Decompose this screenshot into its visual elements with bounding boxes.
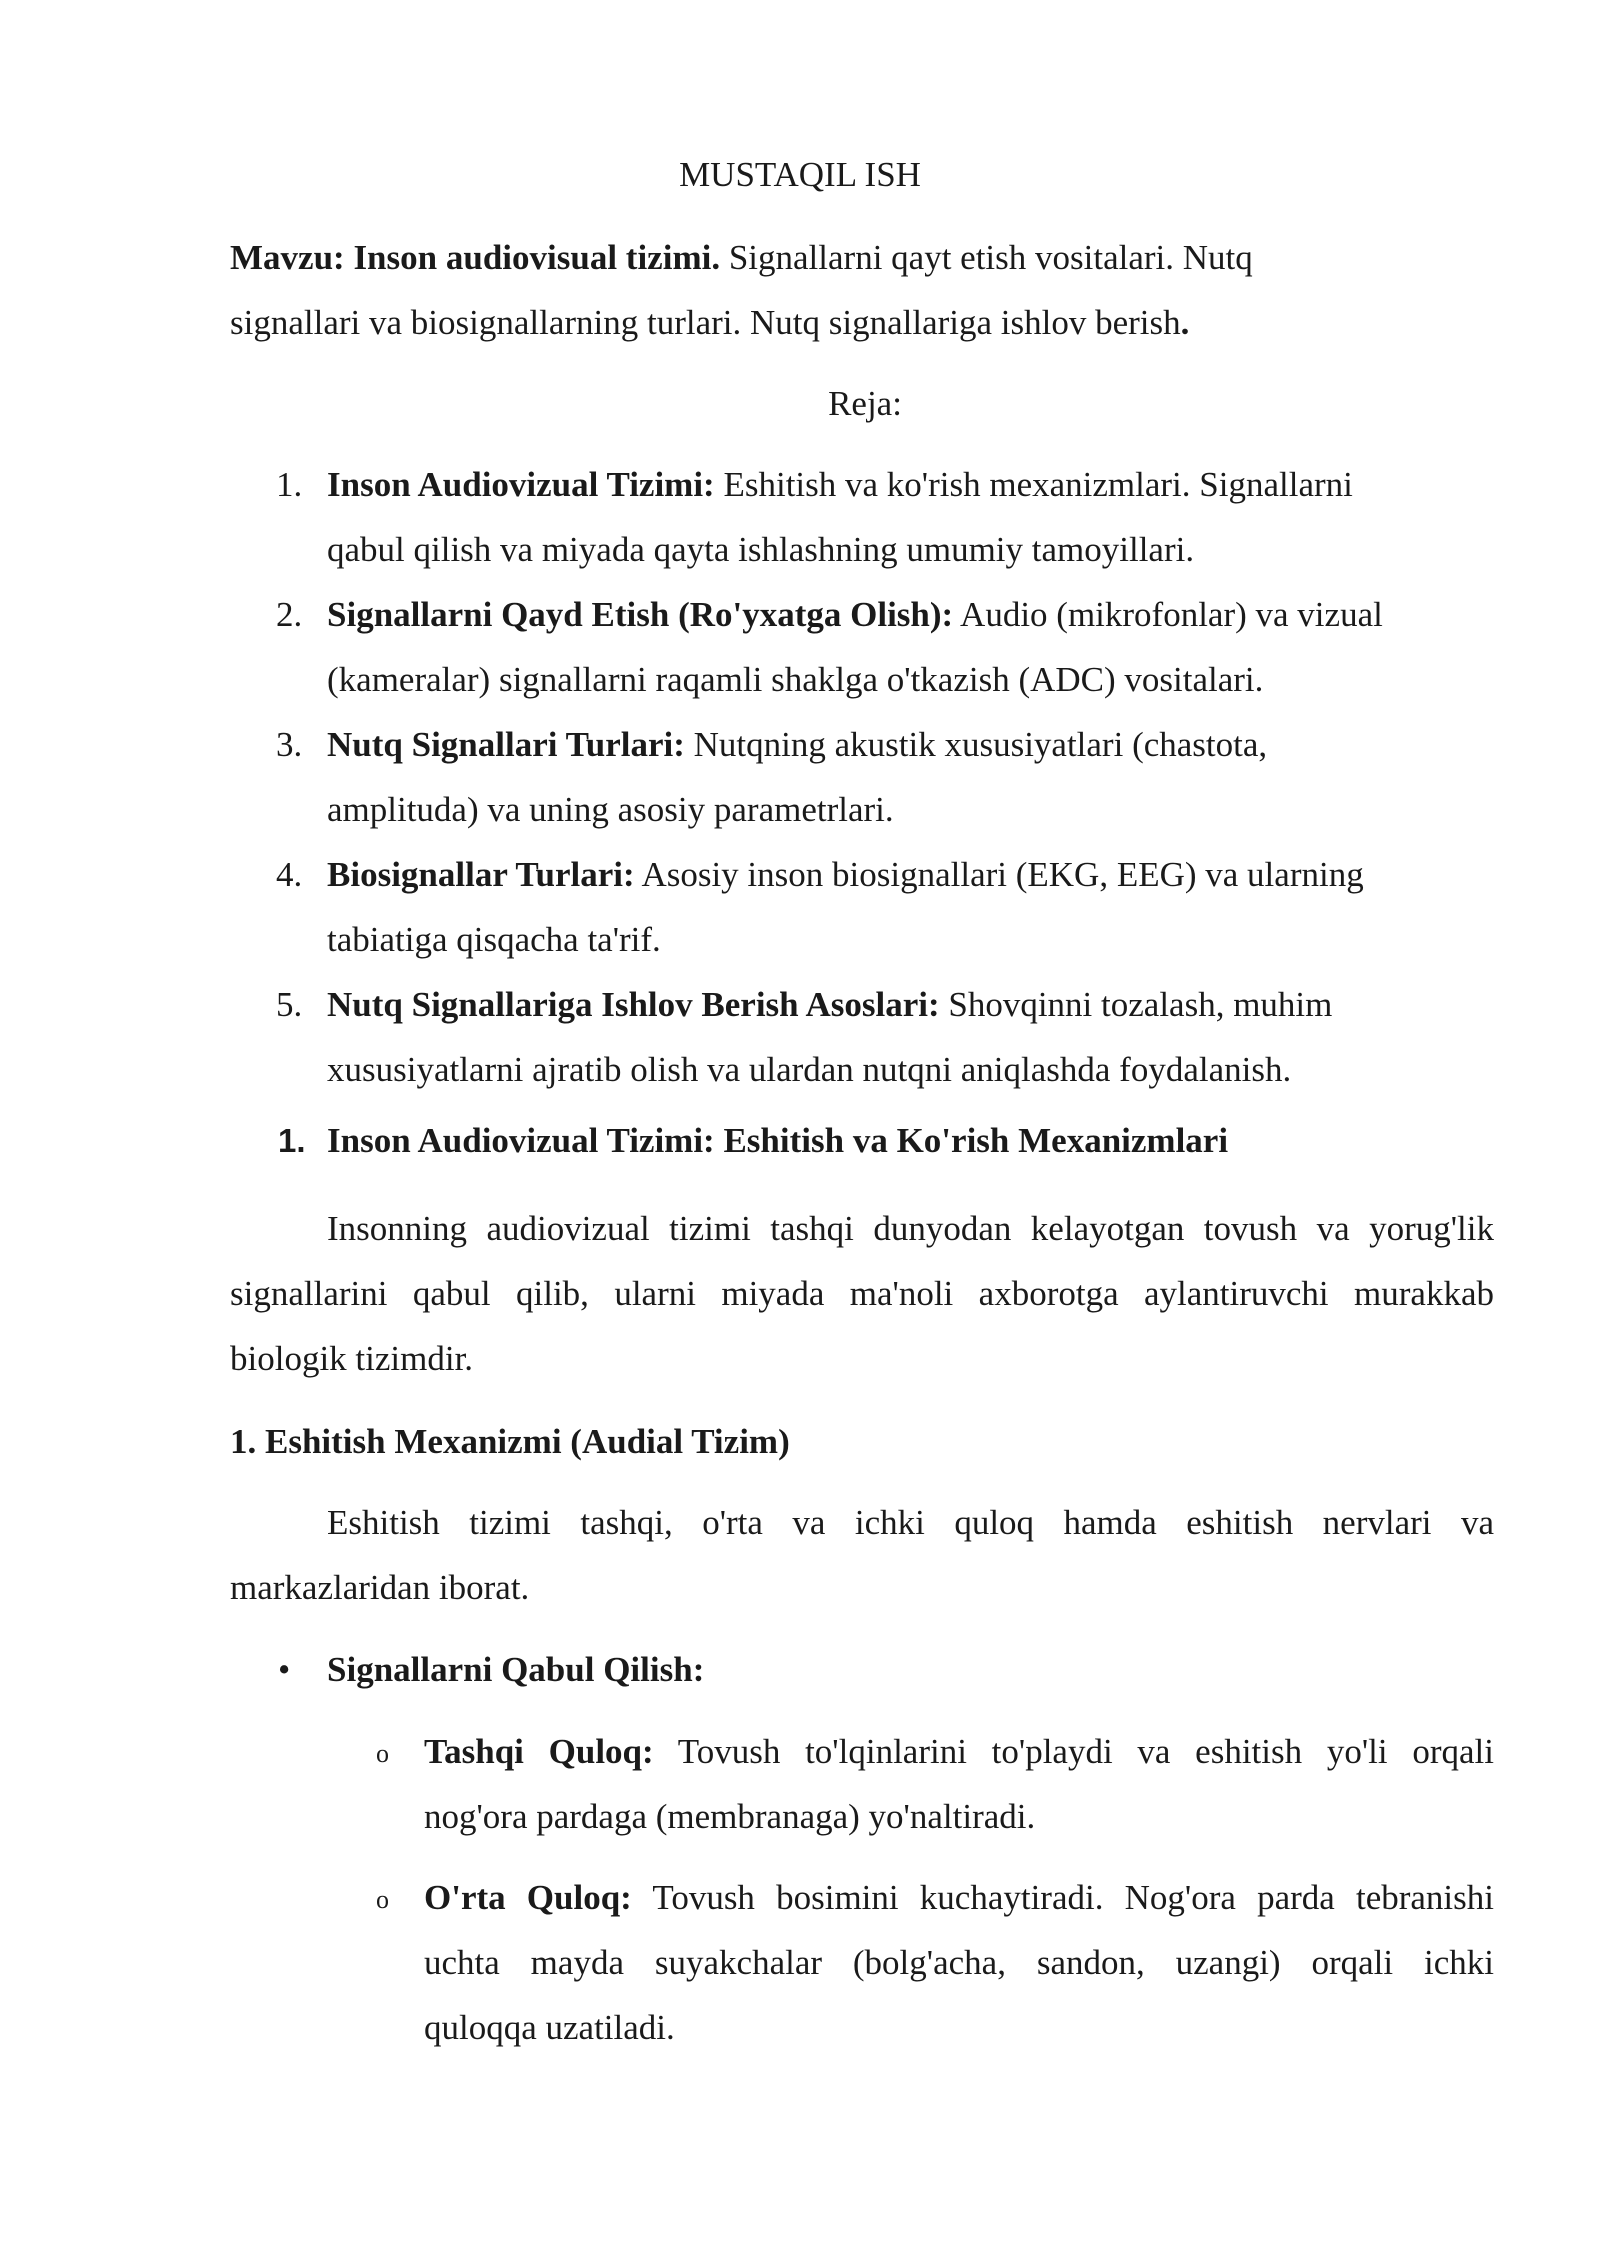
sub-bullet-text: Tovush bosimini kuchaytiradi. Nog'ora parda tebranishi [631,1878,1494,1917]
plan-item-cont: tabiatiga qisqacha ta'rif. [327,920,661,959]
paragraph-line: markazlaridan iborat. [230,1568,530,1607]
bullet-label: Signallarni Qabul Qilish: [327,1650,705,1689]
plan-item-number: 2. [276,595,303,634]
bullet-symbol: • [278,1650,291,1689]
sub-bullet-line [424,1732,1494,1772]
plan-item [327,595,1383,635]
subsection-heading: 1. Eshitish Mexanizmi (Audial Tizim) [230,1422,790,1461]
sub-bullet-line [424,1878,1494,1918]
sub-bullet-symbol: o [376,1885,389,1914]
plan-item-cont: qabul qilish va miyada qayta ishlashning umumiy tamoyillari. [327,530,1195,569]
plan-item-title: Inson Audiovizual Tizimi: [327,465,715,504]
plan-item-cont: xususiyatlarni ajratib olish va ulardan nutqni aniqlashda foydalanish. [327,1050,1292,1089]
plan-item-text: Eshitish va ko'rish mexanizmlari. Signallarni [714,465,1353,504]
topic-line-1 [230,238,1253,278]
topic-text-cont: signallari va biosignallarning turlari. Nutq signallariga ishlov berish [230,303,1181,342]
plan-item-number: 3. [276,725,303,764]
sub-bullet-title: O'rta Quloq: [424,1878,632,1917]
plan-item-cont: (kameralar) signallarni raqamli shaklga o'tkazish (ADC) vositalari. [327,660,1264,699]
plan-item-text: Nutqning akustik xususiyatlari (chastota, [684,725,1268,764]
plan-item-title: Biosignallar Turlari: [327,855,635,894]
section-number: 1. [278,1122,306,1159]
plan-item [327,465,1353,505]
plan-item-title: Nutq Signallari Turlari: [327,725,685,764]
sub-bullet-cont: nog'ora pardaga (membranaga) yo'naltiradi. [424,1797,1036,1836]
topic-end: . [1180,303,1190,342]
plan-item-title: Signallarni Qayd Etish (Ro'yxatga Olish): [327,595,954,634]
sub-bullet-cont: uchta mayda suyakchalar (bolg'acha, sandon, uzangi) orqali ichki [424,1943,1494,1982]
plan-item-number: 4. [276,855,303,894]
plan-item-number: 5. [276,985,303,1024]
section-heading: Inson Audiovizual Tizimi: Eshitish va Ko'rish Mexanizmlari [327,1121,1229,1160]
plan-label: Reja: [828,384,902,423]
plan-item-text: Shovqinni tozalash, muhim [939,985,1333,1024]
paragraph-line: biologik tizimdir. [230,1339,474,1378]
paragraph-line: Eshitish tizimi tashqi, o'rta va ichki quloq hamda eshitish nervlari va [327,1503,1494,1542]
page-title: MUSTAQIL ISH [679,155,921,194]
sub-bullet-symbol: o [376,1739,389,1768]
plan-item [327,985,1332,1025]
paragraph-line: signallarini qabul qilib, ularni miyada ma'noli axborotga aylantiruvchi murakkab [230,1274,1494,1313]
topic-label: Mavzu: Inson audiovisual tizimi. [230,238,721,277]
plan-item-text: Asosiy inson biosignallari (EKG, EEG) va ularning [634,855,1364,894]
topic-line-2 [230,303,1189,343]
plan-item-title: Nutq Signallariga Ishlov Berish Asoslari: [327,985,940,1024]
sub-bullet-cont: quloqqa uzatiladi. [424,2008,675,2047]
plan-item-number: 1. [276,465,303,504]
plan-item-cont: amplituda) va uning asosiy parametrlari. [327,790,894,829]
plan-item [327,855,1364,895]
paragraph-line: Insonning audiovizual tizimi tashqi dunyodan kelayotgan tovush va yorug'lik [327,1209,1494,1248]
sub-bullet-text: Tovush to'lqinlarini to'playdi va eshitish yo'li orqali [653,1732,1494,1771]
plan-item-text: Audio (mikrofonlar) va vizual [953,595,1383,634]
topic-text: Signallarni qayt etish vositalari. Nutq [720,238,1253,277]
plan-item [327,725,1267,765]
sub-bullet-title: Tashqi Quloq: [424,1732,654,1771]
